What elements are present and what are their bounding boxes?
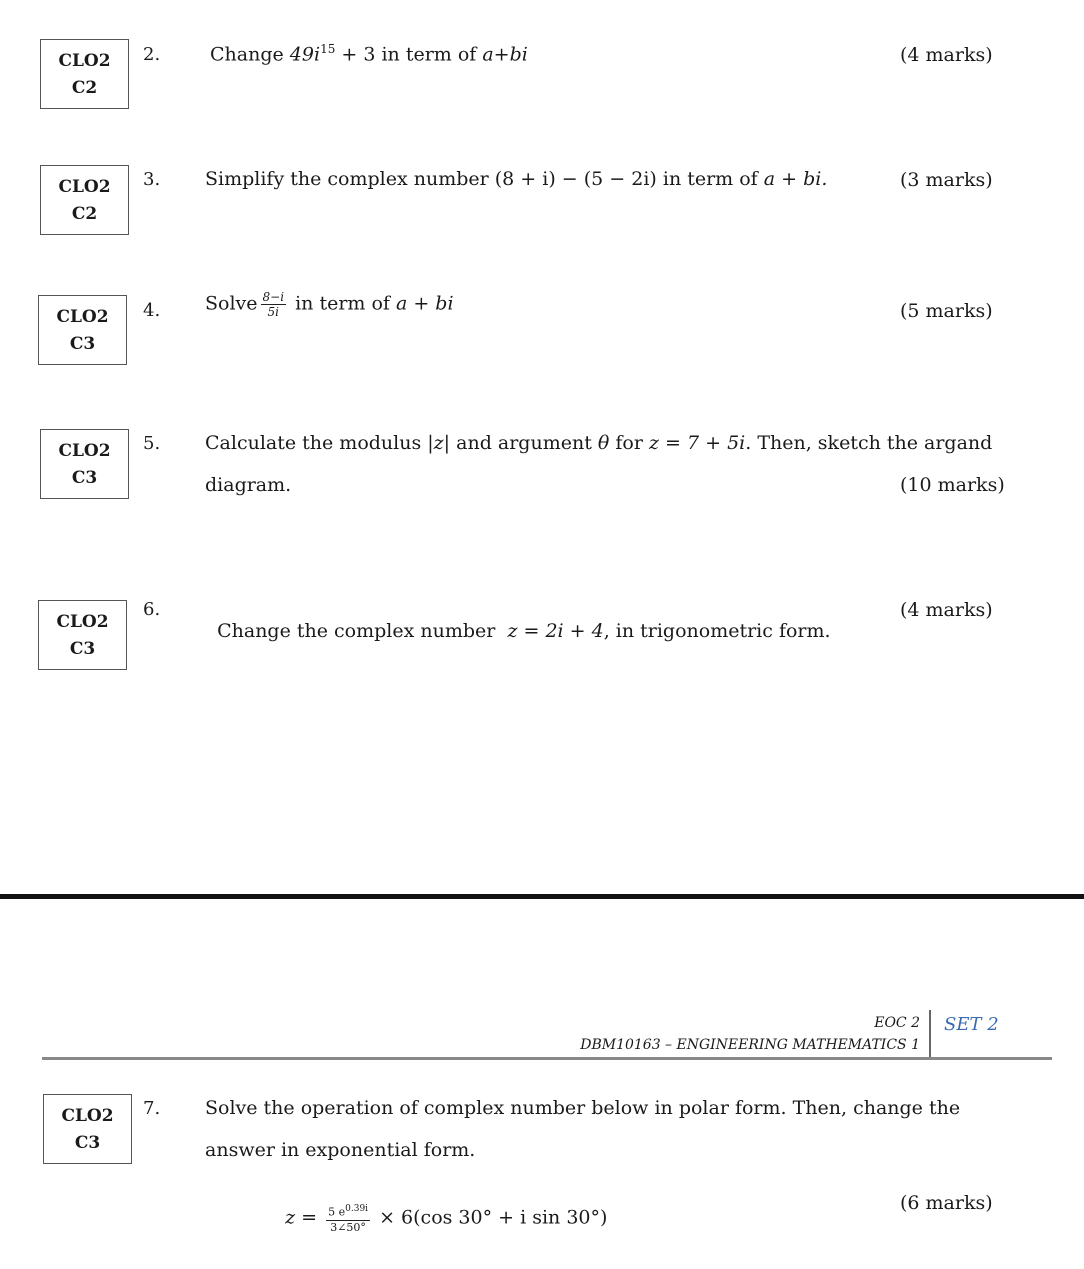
question-7-line1: Solve the operation of complex number below in polar form. Then, change the — [205, 1097, 961, 1119]
clo-label: CLO2 — [56, 307, 109, 327]
question-7-equation — [273, 1180, 607, 1235]
q6-text-after: , in trigonometric form. — [603, 620, 831, 642]
level-label: C3 — [69, 334, 96, 354]
clo-label: CLO2 — [56, 612, 109, 632]
q7-num-exponent: 0.39i — [345, 1204, 369, 1214]
level-label: C3 — [69, 639, 96, 659]
clo-box-q6 — [38, 600, 127, 670]
q4-fraction-denominator: 5i — [267, 305, 280, 319]
q3-tail: a + bi. — [763, 168, 828, 190]
q6-text-before: Change the complex number — [217, 620, 508, 642]
clo-box-q5 — [40, 429, 129, 499]
page-break-rule — [0, 894, 1084, 899]
question-2-text — [210, 42, 528, 65]
q5-text-for: for — [609, 432, 649, 454]
header-divider — [929, 1010, 931, 1058]
marks-q2: (4 marks) — [900, 44, 993, 66]
marks-q7: (6 marks) — [900, 1192, 993, 1214]
marks-q3: (3 marks) — [900, 169, 993, 191]
question-3-text — [205, 168, 827, 190]
question-4-text — [205, 290, 454, 319]
q3-math: (8 + i) − (5 − 2i) — [494, 168, 657, 190]
clo-box-q3 — [40, 165, 129, 235]
level-label: C2 — [71, 204, 98, 224]
header-course: DBM10163 – ENGINEERING MATHEMATICS 1 — [580, 1037, 920, 1053]
question-number-3: 3. — [143, 169, 161, 190]
question-number-5: 5. — [143, 433, 161, 454]
question-number-7: 7. — [143, 1098, 161, 1119]
q2-math-after: + 3 — [335, 43, 376, 66]
header-rule — [42, 1057, 1052, 1060]
q7-fraction-denominator: 3∠50° — [330, 1220, 366, 1234]
q2-text-before: Change — [210, 43, 290, 66]
question-number-2: 2. — [143, 44, 161, 65]
question-5-line1 — [205, 432, 992, 454]
q5-text-before: Calculate the modulus — [205, 432, 428, 454]
question-number-6: 6. — [143, 599, 161, 620]
q2-exponent: 15 — [320, 42, 336, 56]
q7-fraction-numerator — [326, 1202, 370, 1221]
header-eoc: EOC 2 — [874, 1015, 920, 1031]
level-label: C2 — [71, 78, 98, 98]
q2-tail: a+bi — [482, 43, 528, 66]
marks-q5: (10 marks) — [900, 474, 1005, 496]
clo-box-q7 — [43, 1094, 132, 1164]
q5-z: z = 7 + 5i — [648, 432, 746, 454]
q5-modulus: |z| — [427, 432, 451, 454]
question-5-line2: diagram. — [205, 474, 292, 496]
q2-math: 49i — [289, 43, 321, 66]
q4-fraction-numerator: 8−i — [262, 290, 285, 304]
level-label: C3 — [71, 468, 98, 488]
marks-q4: (5 marks) — [900, 300, 993, 322]
header-set: SET 2 — [944, 1014, 999, 1035]
q7-num: 5 e — [328, 1205, 346, 1219]
q2-text-after: in term of — [375, 43, 483, 66]
q4-text-after: in term of — [289, 292, 396, 315]
level-label: C3 — [74, 1133, 101, 1153]
q5-text-end: . Then, sketch the argand — [745, 432, 993, 454]
marks-q6: (4 marks) — [900, 599, 993, 621]
q5-text-mid: and argument — [450, 432, 598, 454]
question-7-line2: answer in exponential form. — [205, 1139, 476, 1161]
q6-math: z = 2i + 4 — [507, 620, 604, 642]
clo-label: CLO2 — [58, 177, 111, 197]
q4-text-before: Solve — [205, 292, 258, 315]
clo-label: CLO2 — [58, 51, 111, 71]
clo-label: CLO2 — [61, 1106, 114, 1126]
clo-box-q2 — [40, 39, 129, 109]
q3-text-after: in term of — [656, 168, 764, 190]
clo-box-q4 — [38, 295, 127, 365]
q7-eq-z: z = — [285, 1206, 324, 1229]
question-6-text — [205, 598, 831, 642]
q4-tail: a + bi — [395, 292, 454, 315]
q7-eq-rest: × 6(cos 30° + i sin 30°) — [373, 1206, 608, 1229]
q3-text-before: Simplify the complex number — [205, 168, 495, 190]
question-number-4: 4. — [143, 300, 161, 321]
q4-fraction — [261, 290, 287, 319]
q7-fraction — [326, 1202, 370, 1235]
clo-label: CLO2 — [58, 441, 111, 461]
q5-theta: θ — [597, 432, 610, 454]
